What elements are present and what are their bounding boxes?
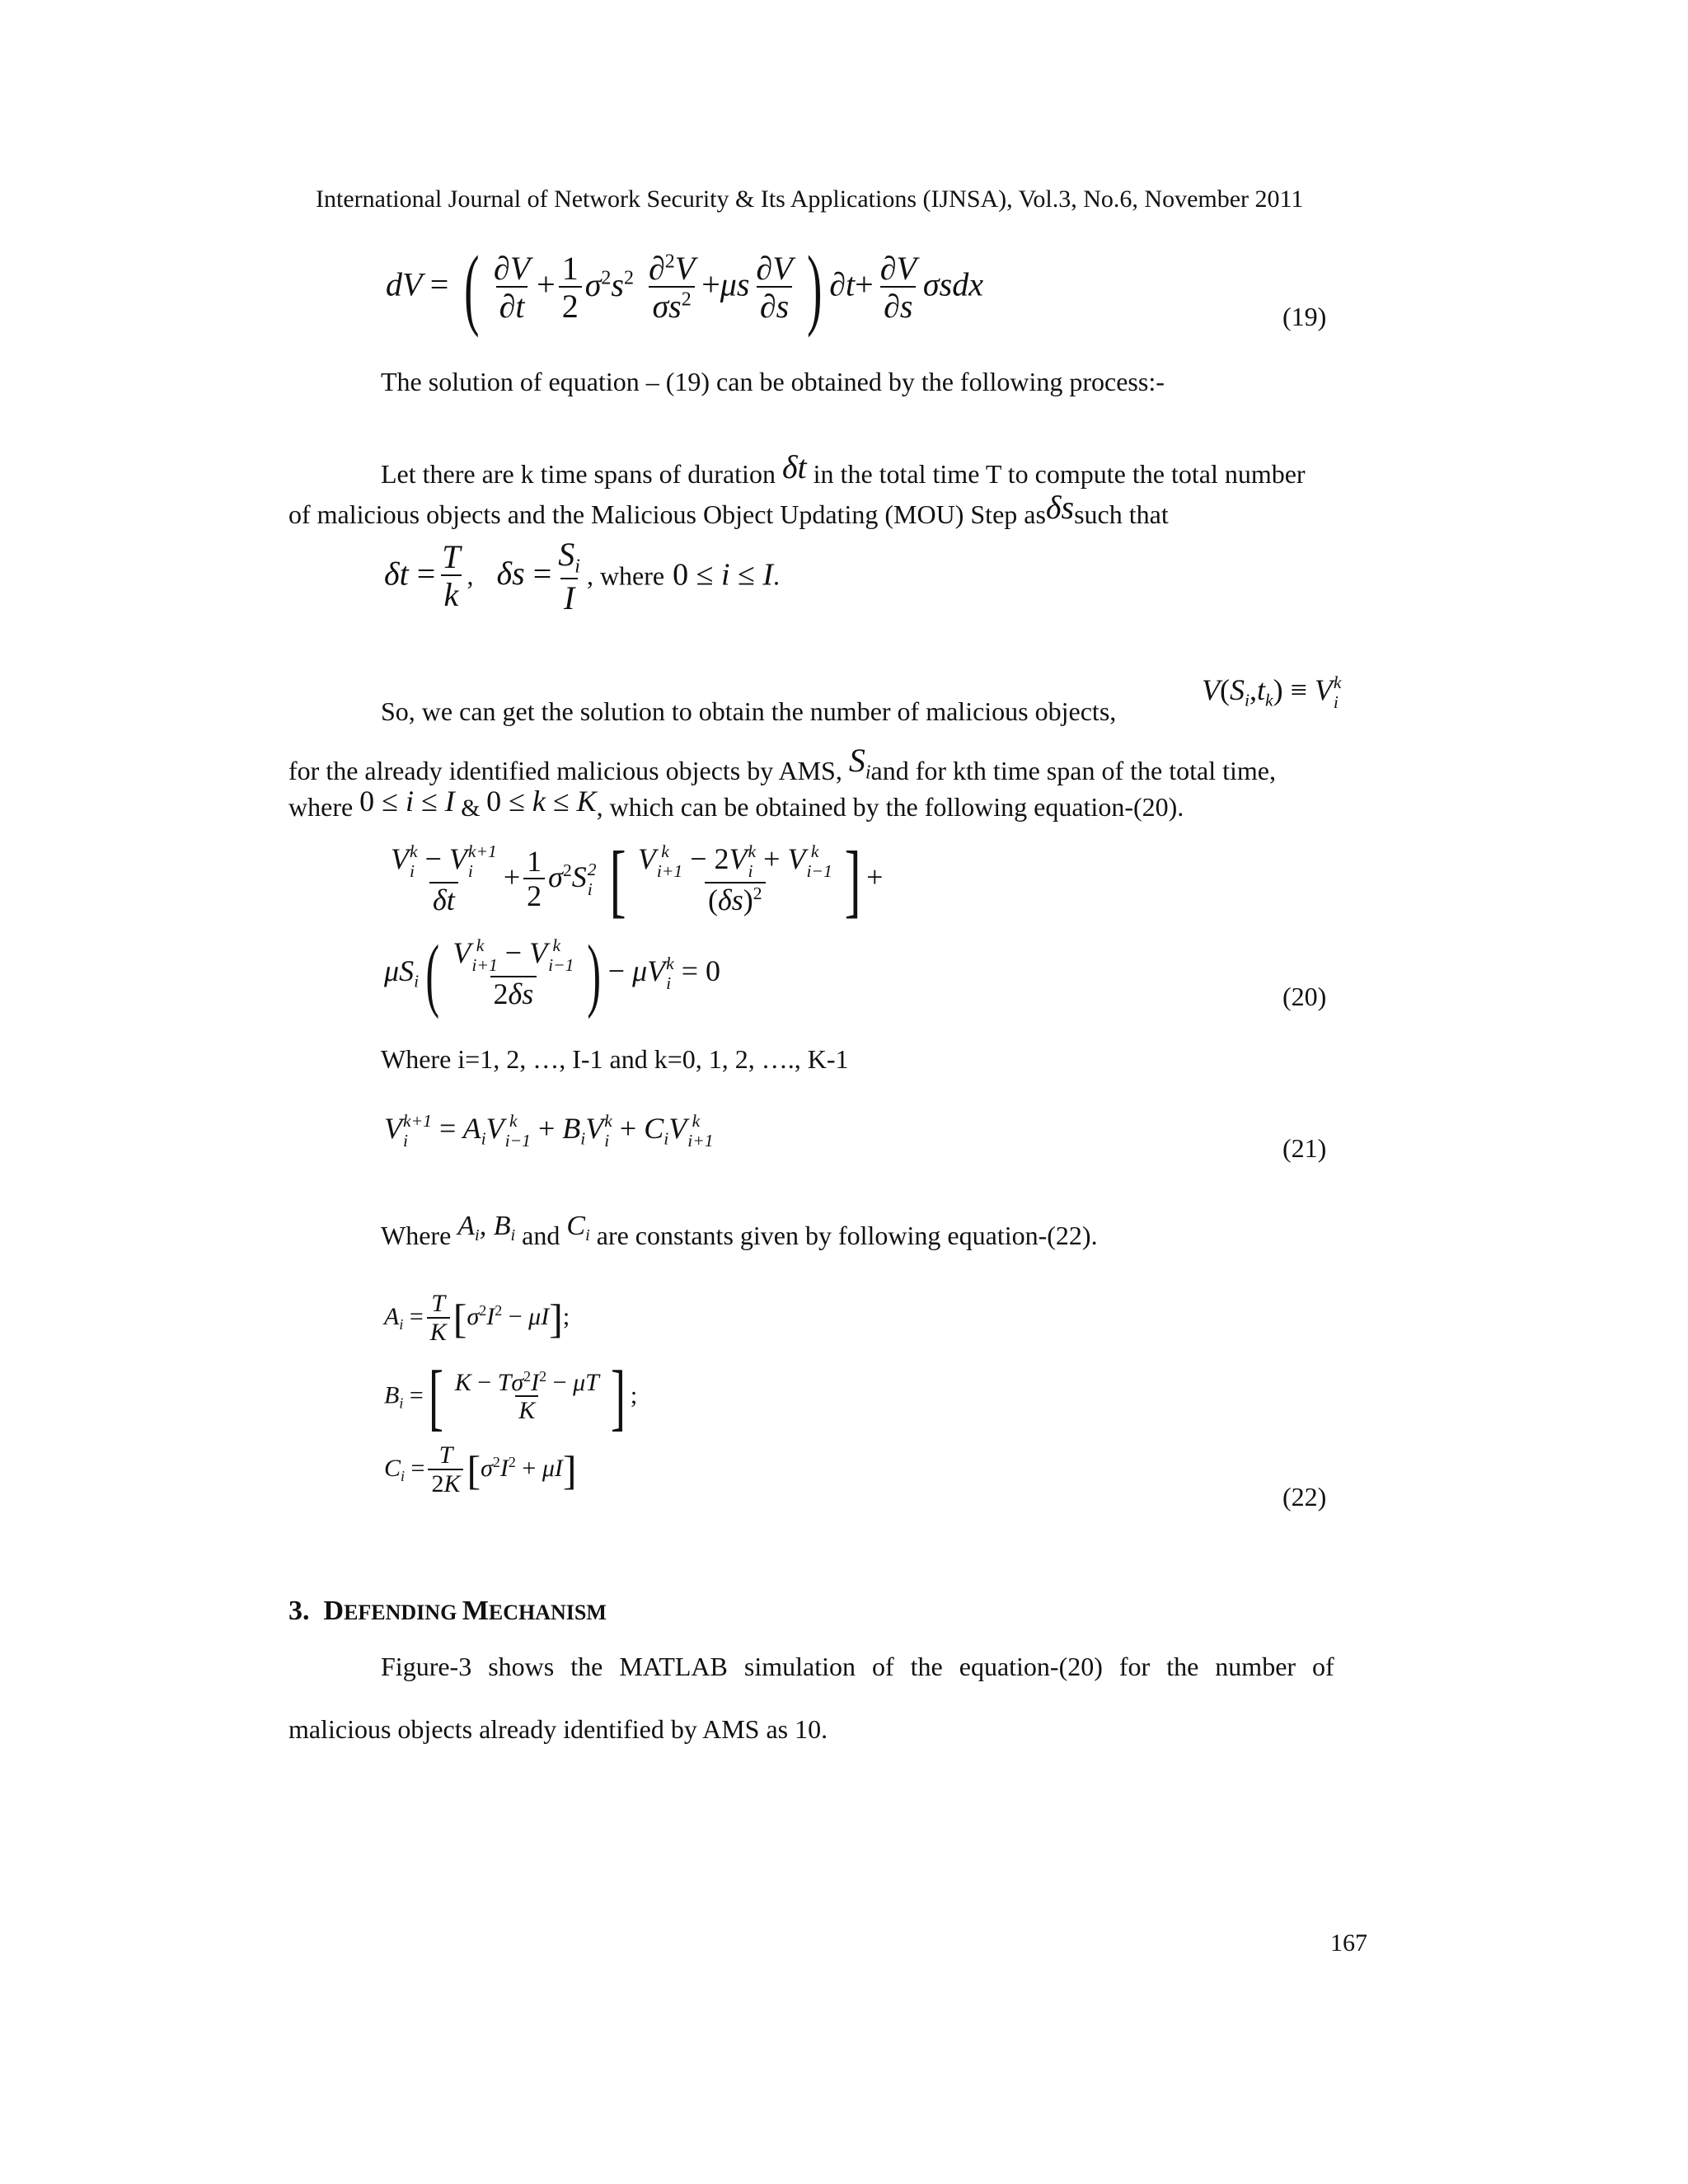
v-s-t-equivalence: $V(S_i,t_k) \equiv V$ k i [1202,672,1342,712]
delta-definitions: δt = $\frac{T}{k}$ , δs = $\frac{S_i}{I}$ , where 0 ≤ i ≤ I. [384,536,781,616]
paragraph-5: Where $A_i$, $B_i$ and $C_i$ are constants given by following equation-(22). [381,1211,1098,1250]
equation-22-c: $C_i$ = $\frac{T}{2K}$ $[\sigma^2I^2 + \mu I]$ [384,1441,577,1497]
paragraph-3-line-3: where 0 ≤ i ≤ I & 0 ≤ k ≤ K, which can be obtained by the following equation-(20). [288,785,1184,822]
paragraph-4: Where i=1, 2, …, I-1 and k=0, 1, 2, …., K-1 [381,1044,849,1074]
page-number: 167 [1330,1929,1367,1957]
section-heading: 3. DEFENDING MECHANISM [288,1596,607,1626]
equation-21-number: (21) [1282,1133,1327,1163]
delta-s-symbol: δs [1045,489,1075,526]
paragraph-3-line-2: for the already identified malicious objects by AMS, $S_iand$ for kth time span of the total time, [288,742,1276,785]
equation-19-number: (19) [1282,302,1327,331]
equation-19: dV = ( $\frac{\partial V}{\partial t}$ + $\frac{1}{2}$ $\sigma^2s^2$ $\frac{\partial^2V}{\sigma s^2}$ +μs $\frac{\partial V}{\partial s}$ ) ∂t+ $\frac{\partial V}{\partial s}$ σsdx [386,237,983,338]
equation-22-b: $B_i$ =[ $\frac{K - T\sigma^2I^2 - \mu T}{K}$ ] ; [384,1357,638,1438]
paragraph-3-line-1: So, we can get the solution to obtain the number of malicious objects, [381,696,1117,726]
delta-t-symbol: δt [781,448,807,485]
equation-22-a: $A_i$ = $\frac{T}{K}$ $[\sigma^2I^2 - \mu I]$; [384,1290,570,1346]
paragraph-1: The solution of equation – (19) can be obtained by the following process:- [381,367,1165,396]
paragraph-6-line-1: Figure-3 shows the MATLAB simulation of the equation-(20) for the number of [381,1652,1334,1681]
running-header: International Journal of Network Security & Its Applications (IJNSA), Vol.3, No.6, November 2011 [316,185,1304,213]
equation-21: V k+1 i = $A_iV$ k i−1 + $B_iV$ k i + $C_iV$ k i+1 [384,1110,714,1151]
equation-20-line-1: V k i − V k+1 i δt + $\frac{1}{2}$ $\sigma^2S$ 2 i [ V k i+1 − 2V k i + V k i−1 $(\delta s)^2$ ] + [391,834,884,926]
paragraph-2-line-2: of malicious objects and the Malicious Object Updating (MOU) Step asδssuch that [288,489,1169,529]
equation-20-line-2: $\mu S_i$( V k i+1 − V k i−1 2δs ) − μV k i = 0 [384,928,721,1019]
equation-20-number: (20) [1282,982,1327,1011]
paragraph-6-line-2: malicious objects already identified by AMS as 10. [288,1714,828,1744]
equation-22-number: (22) [1282,1482,1327,1511]
paragraph-2-line-1: Let there are k time spans of duration δt in the total time T to compute the total number [381,448,1306,489]
